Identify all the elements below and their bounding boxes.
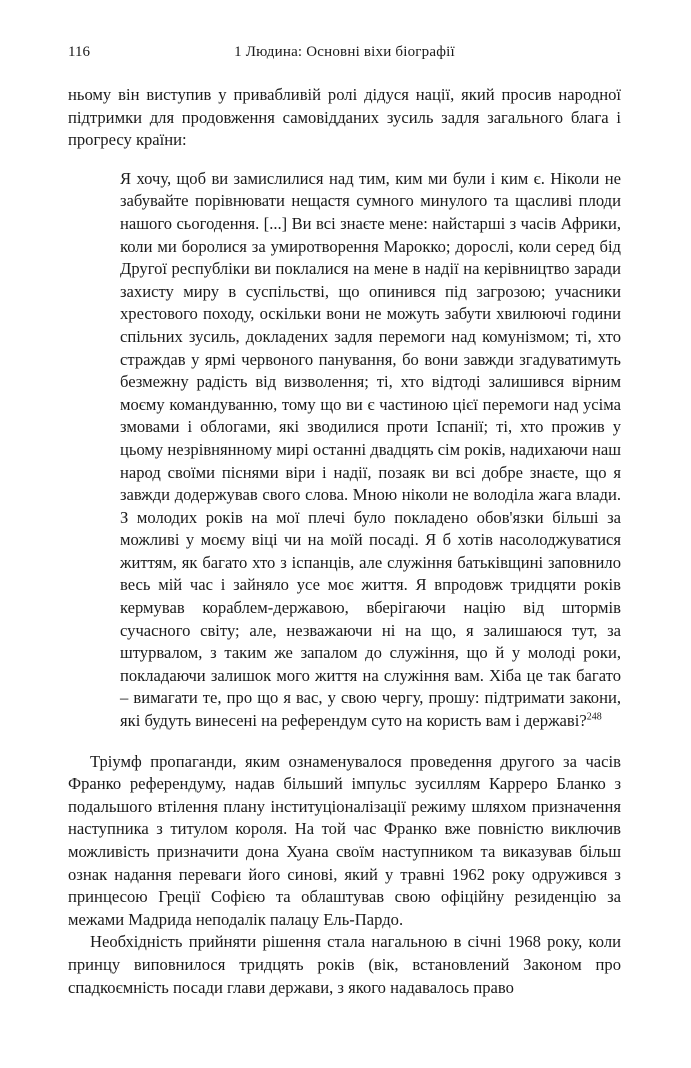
quote-text bbox=[120, 168, 621, 733]
book-page bbox=[0, 44, 691, 1068]
quote-body: Я хочу, щоб ви замислилися над тим, ким ми були і ким є. Ніколи не забувайте порівнювати нещастя сумного минулого та щасливі плоди нашого сьогодення. [...] Ви всі знаєте мене: найстарші з часів Африки, коли ми боролися за умиротворення Марокко; дорослі, коли серед бід Другої республіки ви поклалися на мене в надії на керівництво заради захисту миру в суспільстві, що опинився під загрозою; учасники хрестового походу, оскільки вони не можуть забути хвилюючі години спільних зусиль, докладених задля перемоги над комунізмом; ті, хто страждав у ярмі червоного панування, бо вони завжди згадуватимуть безмежну радість від визволення; ті, хто відтоді залишився вірним моєму командуванню, тому що ви є частиною цієї перемоги над усіма змовами і облогами, які зводилися проти Іспанії; ті, хто прожив у цьому незрівнянному мирі останні двадцять сім років, надихаючи наш народ своїми піснями віри і надії, позаяк ви всі добре знаєте, що я завжди додержував свого слова. Мною ніколи не володіла жага влади. З молодих років на мої плечі було покладено обов'язки більші за можливі у моєму віці чи на моїй посаді. Я б хотів насолоджуватися життям, як багато хто з іспанців, але служіння батьківщині заповнило весь мій час і зайняло усе моє життя. Я впродовж тридцяти років кермував кораблем-державою, вберігаючи націю від штормів сучасного світу; але, незважаючи ні на що, я залишаюся тут, за штурвалом, з таким же запалом до служіння, що й у молоді роки, покладаючи залишок мого життя на служіння вам. Хіба це так багато – вимагати те, про що я вас, у свою чергу, прошу: підтримати закони, які будуть винесені на референдум суто на користь вам і державі? bbox=[120, 168, 621, 731]
page-number: 116 bbox=[68, 44, 90, 60]
page-header bbox=[68, 44, 621, 66]
body-text bbox=[68, 84, 621, 999]
block-quote bbox=[120, 168, 621, 733]
paragraph-3: Необхідність прийняти рішення стала нагальною в січні 1968 року, коли принцу виповнилося тридцять років (вік, встановлений Законом про спадкоємність посади глави держави, з якого надавалось право bbox=[68, 932, 621, 997]
running-head: 1 Людина: Основні віхи біографії bbox=[234, 44, 455, 60]
paragraph-2: Тріумф пропаганди, яким ознаменувалося проведення другого за часів Франко референдуму, надав більший імпульс зусиллям Карреро Бланко з подальшого втілення плану інституціоналізації режиму шляхом призначення наступника з титулом короля. На той час Франко вже повністю виключив можливість призначити дона Хуана своїм наступником та виказував більш ознак надання переваги його синові, який у травні 1962 року одружився з принцесою Греції Софією та облаштував свою офіційну резиденцію за межами Мадрида неподалік палацу Ель-Пардо. bbox=[68, 751, 621, 929]
footnote-marker: 248 bbox=[586, 711, 602, 723]
paragraph-intro: ньому він виступив у привабливій ролі дідуся нації, який просив народної підтримки для продовження самовідданих зусиль задля загального блага і прогресу країни: bbox=[68, 85, 621, 150]
